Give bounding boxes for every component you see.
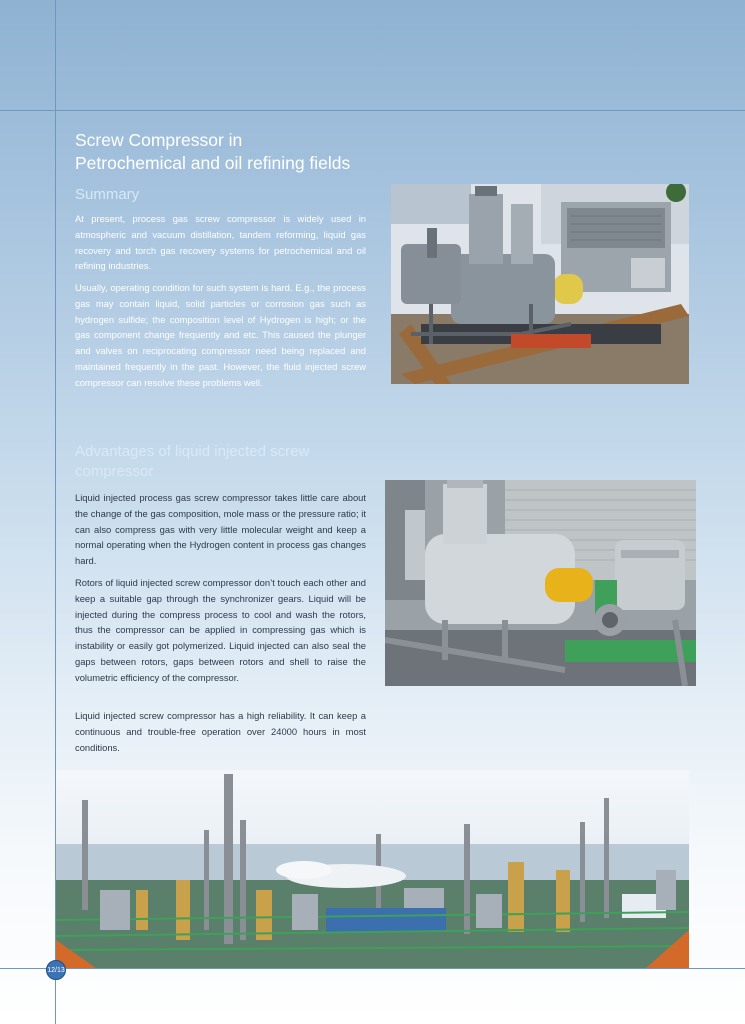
title-line-2: Petrochemical and oil refining fields xyxy=(75,153,351,173)
page-title xyxy=(75,129,405,175)
refinery-panorama-photo xyxy=(56,770,689,968)
page-top-rule xyxy=(0,110,745,111)
compressor-skid-photo xyxy=(391,184,689,384)
title-line-1: Screw Compressor in xyxy=(75,130,243,150)
workshop-compressor-photo xyxy=(385,480,696,686)
advantages-paragraph-1: Liquid injected process gas screw compressor takes little care about the change of the gas composition, mole mass or the pressure ratio; it can also compress gas with very little molecular weight and keep a normal operating when the Hydrogen content in process gas changes hard. xyxy=(75,492,366,567)
summary-heading: Summary xyxy=(75,186,140,203)
page-bottom-rule xyxy=(0,968,745,969)
summary-paragraph-1: At present, process gas screw compressor is widely used in atmospheric and vacuum distillation, tandem reforming, liquid gas recovery and torch gas recovery systems for petrochemical and oil refining industries. xyxy=(75,213,366,272)
advantages-paragraph-3: Liquid injected screw compressor has a high reliability. It can keep a continuous and trouble-free operation over 24000 hours in most conditions. xyxy=(75,710,366,753)
advantages-heading: Advantages of liquid injected screw compressor xyxy=(75,443,310,480)
advantages-paragraph-2: Rotors of liquid injected screw compressor don’t touch each other and keep a suitable gap through the synchronizer gears. Liquid will be injected during the compress process to cool and wash the rotors, thus the compressor can be applied in compressing gas which is instability or easily got polymerized. Liquid injected can also seal the gaps between rotors, gaps between rotors and shell to raise the volumetric efficiency of the compressor. xyxy=(75,577,366,683)
page-number-badge: 12/13 xyxy=(46,960,66,980)
summary-paragraph-2: Usually, operating condition for such system is hard. E.g., the process gas may contain liquid, solid particles or corrosion gas such as hydrogen sulfide; the composition level of Hydrogen is high; or the gas component change frequently and etc. This caused the plunger and valves on reciprocating compressor need being replaced and maintained frequently in the past. However, the fluid injected screw compressor can resolve these problems well. xyxy=(75,282,366,388)
